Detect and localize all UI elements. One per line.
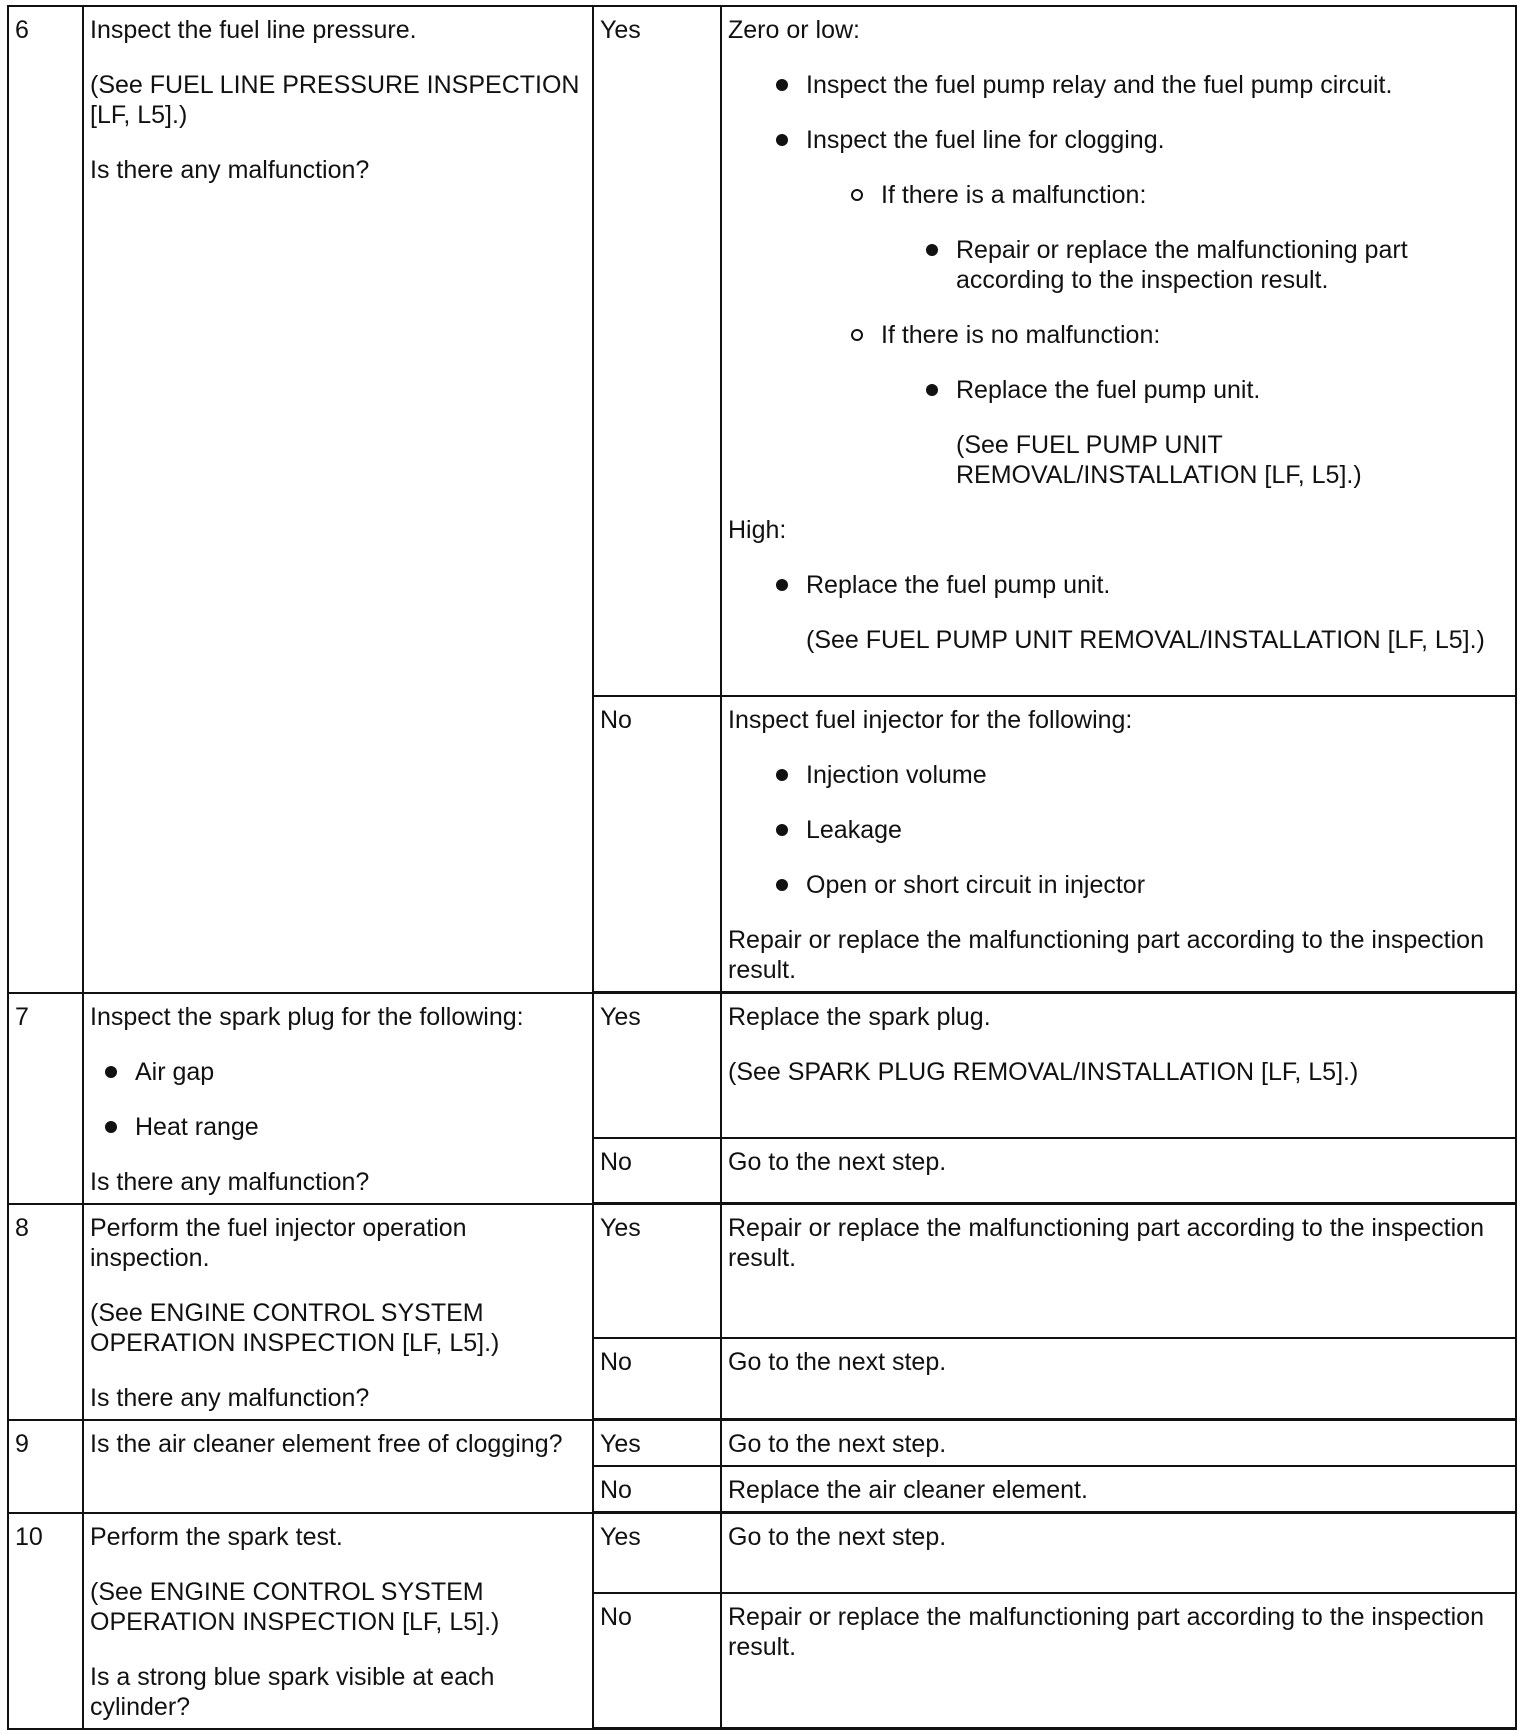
list-item: Heat range <box>135 1112 586 1142</box>
answer-no: No <box>593 696 721 993</box>
list-item: Inspect the fuel line for clogging. If there is a malfunction: Repair or replace the malfunctioning part according to the inspection result. If there is no malfunction: Replace the fuel pump unit. (See FUEL PUMP UNIT REMOVAL/INSTALLATION [LF, L5].) <box>806 125 1509 490</box>
bullet-list <box>90 1057 586 1142</box>
answer-no: No <box>593 1138 721 1204</box>
question-text: Is there any malfunction? <box>90 156 370 184</box>
question-text: Is there any malfunction? <box>90 1383 370 1412</box>
action-yes: Go to the next step. <box>721 1513 1516 1593</box>
sub-bullet-list <box>881 235 1509 295</box>
list-item: Replace the fuel pump unit. (See FUEL PUMP UNIT REMOVAL/INSTALLATION [LF, L5].) <box>806 570 1509 655</box>
answer-yes: Yes <box>593 993 721 1138</box>
question-text: Is there any malfunction? <box>90 1167 370 1196</box>
step-number: 10 <box>8 1513 83 1729</box>
question-text: Perform the fuel injector operation inspection. <box>90 1213 467 1272</box>
action-text: Inspect fuel injector for the following: <box>728 706 1133 734</box>
sub-bullet-list <box>881 375 1509 490</box>
step-number: 7 <box>8 993 83 1204</box>
table-row <box>8 993 1516 1138</box>
bullet-list <box>728 70 1509 490</box>
question-text: Perform the spark test. <box>90 1522 343 1551</box>
step-question <box>83 6 593 993</box>
condition-label: High: <box>728 516 787 544</box>
action-yes <box>721 993 1516 1138</box>
step-number: 6 <box>8 6 83 993</box>
answer-no: No <box>593 1338 721 1420</box>
reference-text: (See SPARK PLUG REMOVAL/INSTALLATION [LF, L5].) <box>728 1058 1359 1086</box>
answer-yes: Yes <box>593 1513 721 1593</box>
list-item: Open or short circuit in injector <box>806 870 1509 900</box>
question-text: Is a strong blue spark visible at each cylinder? <box>90 1662 495 1721</box>
reference-text: (See ENGINE CONTROL SYSTEM OPERATION INSPECTION [LF, L5].) <box>90 1577 500 1636</box>
list-item: If there is a malfunction: Repair or replace the malfunctioning part according to the inspection result. <box>881 180 1509 295</box>
reference-text: (See FUEL LINE PRESSURE INSPECTION [LF, L5].) <box>90 71 580 129</box>
table-row <box>8 6 1516 696</box>
action-yes: Go to the next step. <box>721 1420 1516 1467</box>
action-text: Repair or replace the malfunctioning part according to the inspection result. <box>728 926 1484 984</box>
step-number: 9 <box>8 1420 83 1513</box>
step-question <box>83 1513 593 1729</box>
answer-yes: Yes <box>593 1204 721 1338</box>
list-item: Injection volume <box>806 760 1509 790</box>
reference-text: (See ENGINE CONTROL SYSTEM OPERATION INSPECTION [LF, L5].) <box>90 1298 500 1357</box>
step-question <box>83 993 593 1204</box>
action-no: Replace the air cleaner element. <box>721 1466 1516 1513</box>
table-row <box>8 1513 1516 1593</box>
sub-bullet-list <box>806 180 1509 490</box>
reference-text: (See FUEL PUMP UNIT REMOVAL/INSTALLATION [LF, L5].) <box>806 626 1485 654</box>
answer-no: No <box>593 1466 721 1513</box>
action-no <box>721 696 1516 993</box>
list-item: Inspect the fuel pump relay and the fuel pump circuit. <box>806 70 1509 100</box>
table-row <box>8 1204 1516 1338</box>
list-item: Replace the fuel pump unit. (See FUEL PUMP UNIT REMOVAL/INSTALLATION [LF, L5].) <box>956 375 1509 490</box>
bullet-list <box>728 760 1509 900</box>
answer-yes: Yes <box>593 6 721 696</box>
action-yes: Repair or replace the malfunctioning part according to the inspection result. <box>721 1204 1516 1338</box>
step-number: 8 <box>8 1204 83 1420</box>
question-text: Inspect the fuel line pressure. <box>90 16 417 44</box>
list-item: Leakage <box>806 815 1509 845</box>
action-yes <box>721 6 1516 696</box>
reference-text: (See FUEL PUMP UNIT REMOVAL/INSTALLATION [LF, L5].) <box>956 431 1362 489</box>
step-question <box>83 1204 593 1420</box>
action-no: Go to the next step. <box>721 1338 1516 1420</box>
table-row <box>8 1420 1516 1467</box>
answer-yes: Yes <box>593 1420 721 1467</box>
action-no: Go to the next step. <box>721 1138 1516 1204</box>
action-no: Repair or replace the malfunctioning part according to the inspection result. <box>721 1593 1516 1729</box>
list-item: Repair or replace the malfunctioning part according to the inspection result. <box>956 235 1509 295</box>
condition-label: Zero or low: <box>728 16 860 44</box>
diagnostic-table <box>7 5 1517 1730</box>
question-text: Inspect the spark plug for the following: <box>90 1002 524 1031</box>
answer-no: No <box>593 1593 721 1729</box>
step-question: Is the air cleaner element free of clogging? <box>83 1420 593 1513</box>
action-text: Replace the spark plug. <box>728 1003 991 1031</box>
bullet-list <box>728 570 1509 655</box>
list-item: Air gap <box>135 1057 586 1087</box>
list-item: If there is no malfunction: Replace the fuel pump unit. (See FUEL PUMP UNIT REMOVAL/INSTALLATION [LF, L5].) <box>881 320 1509 490</box>
